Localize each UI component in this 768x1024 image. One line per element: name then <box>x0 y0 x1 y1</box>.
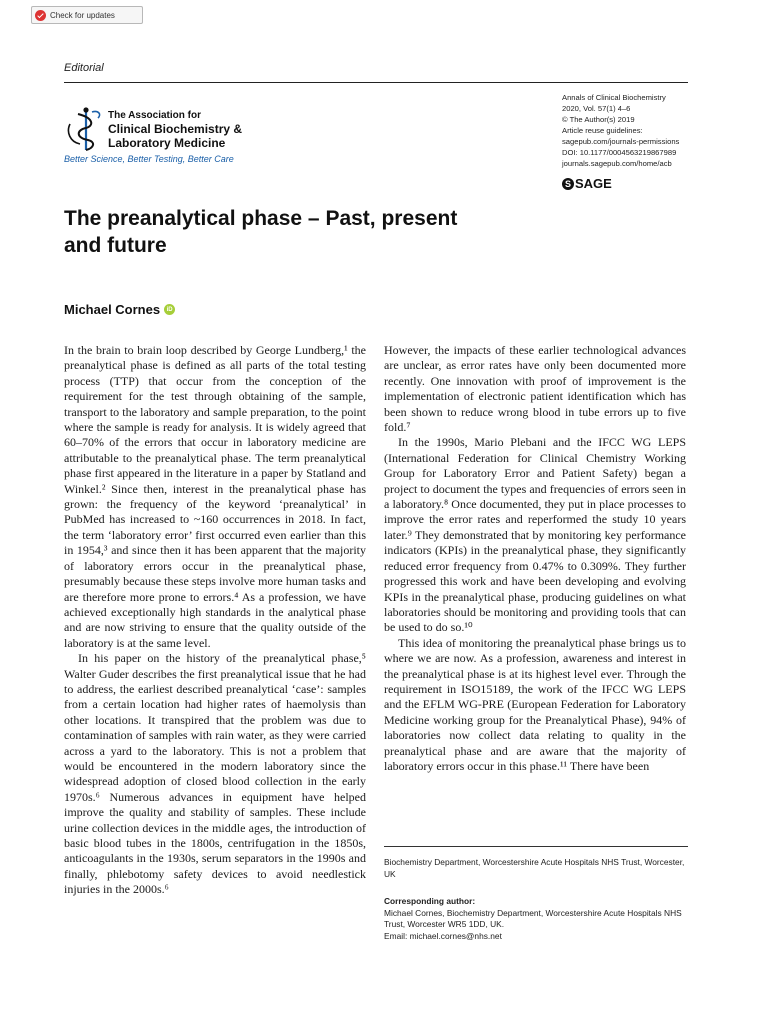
corresponding-heading: Corresponding author: <box>384 896 476 906</box>
author-line <box>64 302 175 317</box>
journal-volume: 2020, Vol. 57(1) 4–6 <box>562 104 631 113</box>
affiliation: Biochemistry Department, Worcestershire Acute Hospitals NHS Trust, Worcester, UK <box>384 857 685 879</box>
body-column-left <box>64 343 366 898</box>
journal-permissions-link[interactable]: sagepub.com/journals-permissions <box>562 137 680 146</box>
journal-doi[interactable]: DOI: 10.1177/0004563219867989 <box>562 148 677 157</box>
check-for-updates-label: Check for updates <box>50 10 115 20</box>
publisher-name: SAGE <box>575 176 612 191</box>
caduceus-logo-icon <box>64 106 108 152</box>
society-line-3: Laboratory Medicine <box>108 136 226 150</box>
journal-copyright: © The Author(s) 2019 <box>562 115 635 124</box>
journal-reuse: Article reuse guidelines: <box>562 126 643 135</box>
check-for-updates-badge[interactable] <box>31 6 143 24</box>
paragraph: In the brain to brain loop described by George Lundberg,¹ the preanalytical phase is defined as all parts of the total testing process (TTP) that occur from the conception of the requirement for the test through obtaining of the sample, transport to the laboratory and sample preparation, to the point where the sample is ready for analysis. It is widely agreed that 60–70% of the errors that occur in laboratory medicine are attributable to the preanalytical phase. The term preanalytical phase first appeared in the literature in a paper by Statland and Winkel.² Since then, interest in the preanalytical phase has grown: the frequency of the keyword ‘preanalytical’ in PubMed has increased to ~160 occurrences in 2018. In fact, the term ‘laboratory error’ first occurred even earlier than this in 1954,³ and since then it has been apparent that the majority of laboratory errors occur in the preanalytical phase, presumably because these steps involve more human tasks and are therefore more prone to errors.⁴ As a profession, we have achieved exceptionally high standards in the analytical phase and are now striving to ensure that the quality outside of the laboratory is at the same level. <box>64 343 366 650</box>
check-icon <box>35 10 46 21</box>
paragraph: However, the impacts of these earlier technological advances are unclear, as error rates have only been documented more recently. One innovation with proof of improvement is the implementation of electronic patient identification which has been shown to reduce wrong blood in tube errors up to five fold.⁷ <box>384 343 686 435</box>
corresponding-email[interactable]: Email: michael.cornes@nhs.net <box>384 930 502 941</box>
journal-home-link[interactable]: journals.sagepub.com/home/acb <box>562 159 672 168</box>
society-line-2: Clinical Biochemistry & <box>108 122 243 136</box>
article-title: The preanalytical phase – Past, present and future <box>64 207 458 257</box>
paragraph: This idea of monitoring the preanalytical phase brings us to where we are now. As a profession, awareness and interest in the preanalytical phase is at its highest level ever. Through the requirement in ISO15189, the work of the IFCC WG LEPS and the EFLM WG-PRE (European Federation for Laboratory Medicine working group for the Preanalytical Phase), 94% of laboratories now collect data relating to quality in the preanalytical phase and are aware that the majority of laboratory errors occur in this phase.¹¹ There have been <box>384 635 686 773</box>
paragraph: In his paper on the history of the preanalytical phase,⁵ Walter Guder describes the first preanalytical issue that he had to address, the earliest described preanalytical ‘case’: samples from a certain location had higher rates of haemolysis than other locations. It transpired that the problem was due to contamination of samples with rain water, as they were carried across a yard to the laboratory. This is not a problem that would be encountered in the modern laboratory since the widespread adoption of closed blood collection in the early 1970s.⁶ Numerous advances in equipment have helped improve the quality and stability of samples. These include urine collection devices in the middle ages, the introduction of basic blood tubes in the 1800s, centrifugation in the 1850s, anticoagulants in the 1930s, serum separators in the 1990s and finally, phlebotomy safety devices to avoid needlestick injuries in the 2000s.⁶ <box>64 651 366 897</box>
orcid-icon[interactable]: iD <box>164 304 175 315</box>
footnote-rule <box>384 846 688 847</box>
publisher-logo <box>562 176 612 191</box>
corresponding-text: Michael Cornes, Biochemistry Department, Worcestershire Acute Hospitals NHS Trust, Worcester WR5 1DD, UK. <box>384 907 682 929</box>
society-logo <box>64 106 324 168</box>
society-tagline: Better Science, Better Testing, Better Care <box>64 154 234 164</box>
author-name: Michael Cornes <box>64 302 161 317</box>
journal-info <box>562 92 679 169</box>
section-label: Editorial <box>64 62 104 74</box>
society-line-1: The Association for <box>108 110 201 121</box>
journal-name: Annals of Clinical Biochemistry <box>562 93 666 102</box>
corresponding-author <box>384 896 688 942</box>
header-rule <box>64 82 688 83</box>
sage-icon: S <box>562 178 574 190</box>
body-column-right <box>384 343 686 774</box>
paragraph: In the 1990s, Mario Plebani and the IFCC WG LEPS (International Federation for Clinical Chemistry Working Group for Laboratory Error and Patient Safety) began a project to document the types and frequencies of errors seen in a laboratory.⁸ Once documented, they put in place processes to improve the error rates and reperformed the study 10 years later.⁹ They demonstrated that by monitoring key performance indicators (KPIs) in the preanalytical phase, they significantly reduced error frequency from 0.47% to 0.309%. They further progressed this work and have been developing and evolving KPIs in the preanalytical phase, producing guidelines on what laboratories should be monitoring and providing tools that can be used to do so.¹⁰ <box>384 435 686 635</box>
